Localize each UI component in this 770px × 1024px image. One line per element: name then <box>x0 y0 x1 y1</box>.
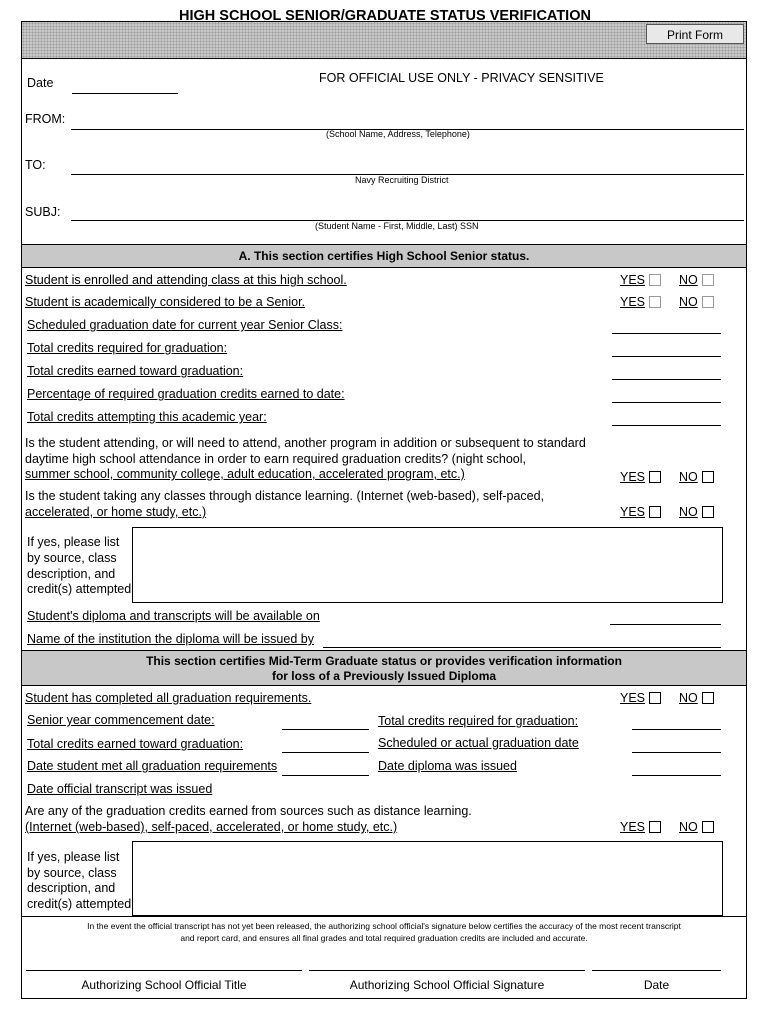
senior-question: Student is academically considered to be a Senior. <box>25 295 306 309</box>
date-field[interactable] <box>72 93 178 94</box>
enrolled-question: Student is enrolled and attending class at this high school. <box>25 273 347 287</box>
no-label: NO <box>679 470 698 484</box>
grad-date-question: Scheduled graduation date for current year Senior Class: <box>27 318 343 332</box>
distance-details-textbox[interactable] <box>132 527 723 603</box>
other-program-question-line1: Is the student attending, or will need to attend, another program in addition or subsequent to standard <box>25 436 586 450</box>
b-credits-earned-question: Total credits earned toward graduation: <box>27 737 244 751</box>
certification-note-line2: and report card, and ensures all final grades and total required graduation credits are included and accurate. <box>180 933 588 943</box>
diploma-available-field[interactable] <box>610 624 721 625</box>
section-b-heading-line1: This section certifies Mid-Term Graduate status or provides verification information <box>146 654 622 668</box>
list-label-line4: credit(s) attempted <box>27 582 132 596</box>
b-distance-question-line1: Are any of the graduation credits earned from sources such as distance learning. <box>25 804 472 818</box>
no-label: NO <box>679 505 698 519</box>
no-label: NO <box>679 295 698 309</box>
print-form-button[interactable]: Print Form <box>646 24 744 44</box>
official-signature-label: Authorizing School Official Signature <box>349 978 545 992</box>
b-distance-no-checkbox[interactable] <box>702 821 714 833</box>
b-list-label-line4: credit(s) attempted <box>27 897 132 911</box>
credits-earned-question: Total credits earned toward graduation: <box>27 364 244 378</box>
b-list-label-line2: by source, class <box>27 866 117 880</box>
credits-required-field[interactable] <box>612 356 721 357</box>
credits-earned-field[interactable] <box>612 379 721 380</box>
senior-yes[interactable] <box>620 295 661 309</box>
b-credits-required-field[interactable] <box>632 729 721 730</box>
enrolled-no-checkbox[interactable] <box>702 274 714 286</box>
met-requirements-field[interactable] <box>282 775 369 776</box>
no-label: NO <box>679 273 698 287</box>
diploma-issued-question: Date diploma was issued <box>378 759 517 773</box>
distance-no-checkbox[interactable] <box>702 506 714 518</box>
list-label-line1: If yes, please list <box>27 535 120 549</box>
certification-note <box>22 920 746 944</box>
other-program-no[interactable] <box>679 470 714 484</box>
distance-yes-checkbox[interactable] <box>649 506 661 518</box>
yes-label: YES <box>620 505 646 519</box>
title-bar <box>22 22 746 59</box>
institution-question: Name of the institution the diploma will be issued by <box>27 632 314 646</box>
distance-no[interactable] <box>679 505 714 519</box>
credits-attempting-field[interactable] <box>612 425 721 426</box>
certification-note-line1: In the event the official transcript has not yet been released, the authorizing school official's signature below certifies the accuracy of the most recent transcript <box>87 921 681 931</box>
other-program-question-line2: daytime high school attendance in order to earn required graduation credits? (night school, <box>25 452 527 466</box>
completed-yes[interactable] <box>620 691 661 705</box>
date-label: Date <box>27 76 54 90</box>
diploma-issued-field[interactable] <box>632 775 721 776</box>
b-grad-date-field[interactable] <box>632 752 721 753</box>
senior-yes-checkbox[interactable] <box>649 296 661 308</box>
yes-label: YES <box>620 295 646 309</box>
b-list-label-line3: description, and <box>27 881 116 895</box>
senior-no[interactable] <box>679 295 714 309</box>
signature-date-label: Date <box>643 978 670 992</box>
enrolled-yes[interactable] <box>620 273 661 287</box>
credits-required-question: Total credits required for graduation: <box>27 341 228 355</box>
completed-question: Student has completed all graduation requirements. <box>25 691 312 705</box>
b-distance-details-textbox[interactable] <box>132 841 723 916</box>
senior-no-checkbox[interactable] <box>702 296 714 308</box>
subj-label: SUBJ: <box>25 205 61 219</box>
grad-date-field[interactable] <box>612 333 721 334</box>
percentage-question: Percentage of required graduation credits earned to date: <box>27 387 345 401</box>
footer-divider <box>22 916 746 917</box>
from-caption: (School Name, Address, Telephone) <box>326 129 470 139</box>
commencement-field[interactable] <box>282 729 369 730</box>
diploma-available-question: Student's diploma and transcripts will be available on <box>27 609 320 623</box>
subj-caption: (Student Name - First, Middle, Last) SSN <box>315 221 479 231</box>
other-program-question-line3: summer school, community college, adult education, accelerated program, etc.) <box>25 467 465 481</box>
no-label: NO <box>679 820 698 834</box>
met-requirements-question: Date student met all graduation requirements <box>27 759 278 773</box>
b-distance-question-line2: (Internet (web-based), self-paced, accelerated, or home study, etc.) <box>25 820 398 834</box>
no-label: NO <box>679 691 698 705</box>
b-credits-earned-field[interactable] <box>282 752 369 753</box>
yes-label: YES <box>620 691 646 705</box>
distance-question-line1: Is the student taking any classes through distance learning. (Internet (web-based), self-paced, <box>25 489 545 503</box>
list-label-line3: description, and <box>27 567 116 581</box>
percentage-field[interactable] <box>612 402 721 403</box>
section-b-heading-line2: for loss of a Previously Issued Diploma <box>271 669 497 683</box>
completed-yes-checkbox[interactable] <box>649 692 661 704</box>
b-grad-date-question: Scheduled or actual graduation date <box>378 736 579 750</box>
other-program-yes[interactable] <box>620 470 661 484</box>
section-b-heading <box>22 650 746 686</box>
commencement-question: Senior year commencement date: <box>27 713 215 727</box>
official-signature-field[interactable] <box>309 970 585 971</box>
from-label: FROM: <box>25 112 66 126</box>
other-program-yes-checkbox[interactable] <box>649 471 661 483</box>
b-list-label-line1: If yes, please list <box>27 850 120 864</box>
to-label: TO: <box>25 158 46 172</box>
distance-yes[interactable] <box>620 505 661 519</box>
completed-no[interactable] <box>679 691 714 705</box>
official-title-field[interactable] <box>26 970 302 971</box>
list-label-line2: by source, class <box>27 551 117 565</box>
official-use-notice: FOR OFFICIAL USE ONLY - PRIVACY SENSITIVE <box>319 71 604 85</box>
official-title-label: Authorizing School Official Title <box>81 978 247 992</box>
signature-date-field[interactable] <box>592 970 721 971</box>
distance-question-line2: accelerated, or home study, etc.) <box>25 505 207 519</box>
section-a-heading: A. This section certifies High School Senior status. <box>22 244 746 268</box>
b-distance-no[interactable] <box>679 820 714 834</box>
yes-label: YES <box>620 470 646 484</box>
b-distance-yes-checkbox[interactable] <box>649 821 661 833</box>
enrolled-no[interactable] <box>679 273 714 287</box>
other-program-no-checkbox[interactable] <box>702 471 714 483</box>
institution-field[interactable] <box>323 647 721 648</box>
transcript-issued-question: Date official transcript was issued <box>27 782 213 796</box>
credits-attempting-question: Total credits attempting this academic year: <box>27 410 267 424</box>
yes-label: YES <box>620 820 646 834</box>
b-credits-required-question: Total credits required for graduation: <box>378 714 579 728</box>
b-distance-yes[interactable] <box>620 820 661 834</box>
completed-no-checkbox[interactable] <box>702 692 714 704</box>
form-title: HIGH SCHOOL SENIOR/GRADUATE STATUS VERIFICATION <box>179 8 591 24</box>
to-caption: Navy Recruiting District <box>355 175 449 185</box>
yes-label: YES <box>620 273 646 287</box>
enrolled-yes-checkbox[interactable] <box>649 274 661 286</box>
